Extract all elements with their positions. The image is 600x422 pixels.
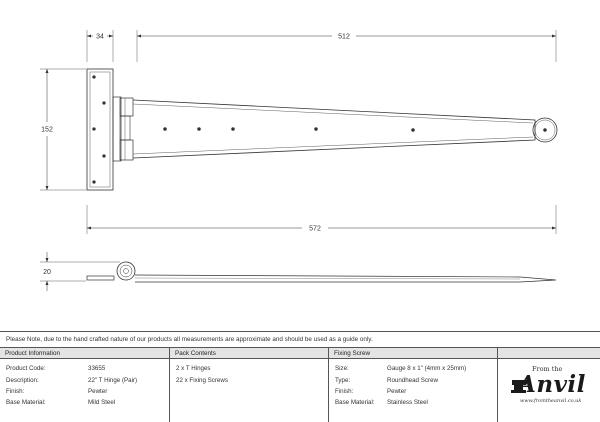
base-material-value: Mild Steel bbox=[88, 399, 116, 406]
dim-strap-length: 512 bbox=[338, 33, 350, 41]
product-code-value: 33655 bbox=[88, 365, 106, 372]
disclaimer-note: Please Note, due to the hand crafted nature of our products all measurements are approximate and should be used as a guide only. bbox=[6, 336, 373, 343]
fixing-screw-heading: Fixing Screw bbox=[329, 347, 497, 359]
product-information-panel bbox=[0, 347, 169, 422]
logo-wordmark: Anvil bbox=[518, 371, 586, 398]
screw-base-material-value: Stainless Steel bbox=[387, 399, 428, 406]
product-code-label: Product Code: bbox=[6, 365, 46, 372]
pack-contents-panel bbox=[169, 347, 328, 422]
logo-from-the: From the bbox=[532, 365, 563, 373]
pack-contents-heading: Pack Contents bbox=[170, 347, 328, 359]
product-information-heading: Product Information bbox=[0, 347, 169, 359]
logo-url: www.fromtheanvil.co.uk bbox=[520, 398, 582, 404]
screw-type-label: Type: bbox=[335, 377, 351, 384]
screw-finish-value: Pewter bbox=[387, 388, 407, 395]
pack-item: 22 x Fixing Screws bbox=[176, 377, 228, 384]
finish-label: Finish: bbox=[6, 388, 25, 395]
dim-plate-width: 34 bbox=[96, 33, 104, 41]
dim-thickness: 20 bbox=[43, 269, 51, 276]
finish-value: Pewter bbox=[88, 388, 108, 395]
pack-item: 2 x T Hinges bbox=[176, 365, 211, 372]
screw-finish-label: Finish: bbox=[335, 388, 354, 395]
fixing-screw-panel bbox=[328, 347, 498, 422]
base-material-label: Base Material: bbox=[6, 399, 46, 406]
description-value: 22" T Hinge (Pair) bbox=[88, 377, 138, 384]
screw-base-material-label: Base Material: bbox=[335, 399, 375, 406]
screw-size-value: Gauge 8 x 1" (4mm x 25mm) bbox=[387, 365, 467, 372]
screw-type-value: Roundhead Screw bbox=[387, 377, 438, 384]
dim-overall-length: 572 bbox=[309, 225, 321, 233]
dim-plate-height: 152 bbox=[41, 126, 53, 134]
description-label: Description: bbox=[6, 377, 39, 384]
from-the-anvil-logo bbox=[498, 358, 600, 420]
screw-size-label: Size: bbox=[335, 365, 349, 372]
